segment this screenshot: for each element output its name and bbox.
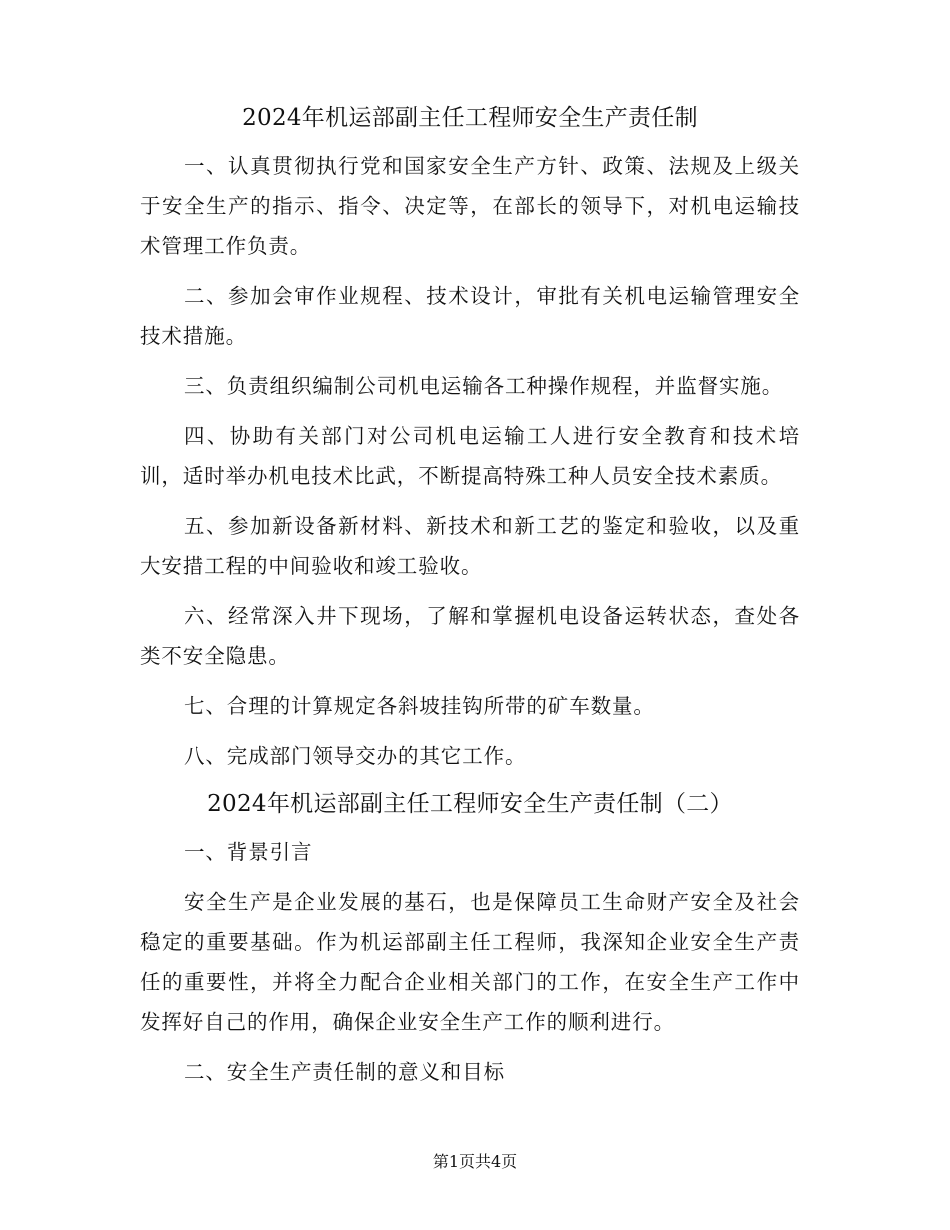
document-title: 2024年机运部副主任工程师安全生产责任制 [242, 105, 698, 131]
duty-item-7: 七、合理的计算规定各斜坡挂钩所带的矿车数量。 [184, 694, 655, 718]
duty-item-3: 三、负责组织编制公司机电运输各工种操作规程，并监督实施。 [184, 374, 784, 398]
document-content [140, 98, 800, 1102]
second-document-title: 2024年机运部副主任工程师安全生产责任制（二） [207, 791, 733, 817]
section-heading-background: 一、背景引言 [184, 840, 313, 864]
duty-item-1: 一、认真贯彻执行党和国家安全生产方针、政策、法规及上级关于安全生产的指示、指令、决定等，在部长的领导下，对机电运输技术管理工作负责。 [140, 154, 800, 258]
page-number-footer: 第1页共4页 [432, 1152, 518, 1171]
duty-item-6: 六、经常深入井下现场，了解和掌握机电设备运转状态，查处各类不安全隐患。 [140, 604, 800, 668]
duty-item-4: 四、协助有关部门对公司机电运输工人进行安全教育和技术培训，适时举办机电技术比武，不断提高特殊工种人员安全技术素质。 [140, 424, 800, 488]
section-heading-meaning-and-goals: 二、安全生产责任制的意义和目标 [184, 1060, 505, 1084]
duty-item-5: 五、参加新设备新材料、新技术和新工艺的鉴定和验收，以及重大安措工程的中间验收和竣工验收。 [140, 514, 800, 578]
duty-item-8: 八、完成部门领导交办的其它工作。 [184, 744, 527, 768]
section-paragraph-background: 安全生产是企业发展的基石，也是保障员工生命财产安全及社会稳定的重要基础。作为机运部副主任工程师，我深知企业安全生产责任的重要性，并将全力配合企业相关部门的工作，在安全生产工作中发挥好自己的作用，确保企业安全生产工作的顺利进行。 [140, 890, 800, 1034]
duty-item-2: 二、参加会审作业规程、技术设计，审批有关机电运输管理安全技术措施。 [140, 284, 800, 348]
